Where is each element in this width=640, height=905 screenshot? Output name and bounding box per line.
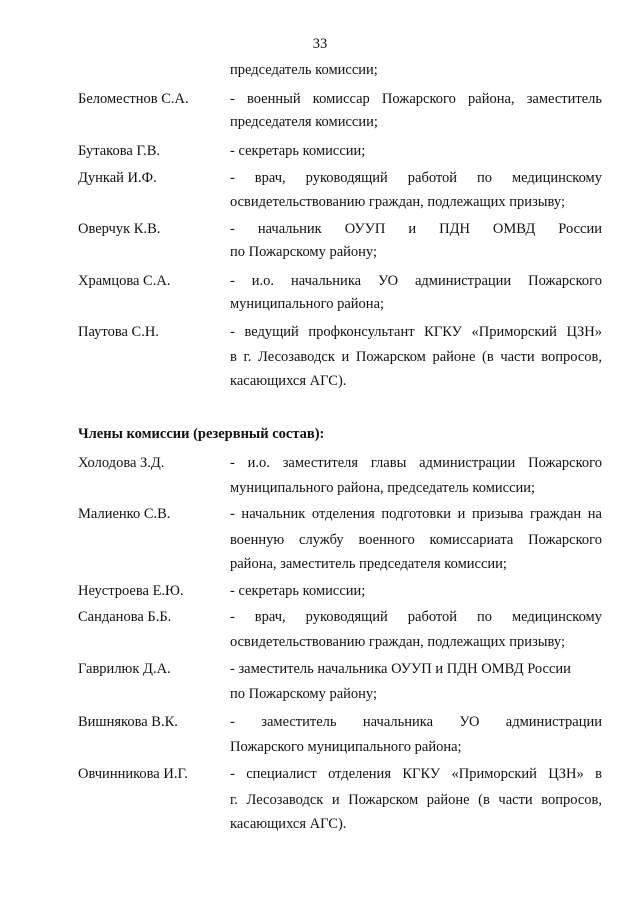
member-role-line: - военный комиссар Пожарского района, заместитель (230, 91, 602, 107)
page-number: 33 (312, 36, 328, 52)
member-role-line: - специалист отделения КГКУ «Приморский ЦЗН» в (230, 766, 602, 782)
member-name: Храмцова С.А. (78, 273, 171, 289)
entry-continuation-line: председатель комиссии; (230, 62, 378, 78)
member-name: Холодова З.Д. (78, 455, 165, 471)
member-name: Малиенко С.В. (78, 506, 171, 522)
member-role-line: в г. Лесозаводск и Пожарском районе (в части вопросов, (230, 349, 602, 365)
member-role-line: г. Лесозаводск и Пожарском районе (в части вопросов, (230, 792, 602, 808)
member-role-line: по Пожарскому району; (230, 244, 378, 260)
member-role-line: - и.о. начальника УО администрации Пожарского (230, 273, 602, 289)
member-name: Овчинникова И.Г. (78, 766, 188, 782)
member-name: Бутакова Г.В. (78, 143, 161, 159)
member-role-line: касающихся АГС). (230, 373, 347, 389)
member-name: Вишнякова В.К. (78, 714, 178, 730)
member-name: Неустроева Е.Ю. (78, 583, 184, 599)
member-role-line: председателя комиссии; (230, 114, 378, 130)
member-role-line: - заместитель начальника УО администрации (230, 714, 602, 730)
member-role-line: - начальник ОУУП и ПДН ОМВД России (230, 221, 602, 237)
member-role-line: Пожарского муниципального района; (230, 739, 462, 755)
member-role-line: касающихся АГС). (230, 816, 347, 832)
member-role-line: - ведущий профконсультант КГКУ «Приморский ЦЗН» (230, 324, 602, 340)
member-role-line: - врач, руководящий работой по медицинскому (230, 170, 602, 186)
section-heading: Члены комиссии (резервный состав): (78, 426, 325, 442)
member-role-line: - секретарь комиссии; (230, 583, 366, 599)
member-role-line: освидетельствованию граждан, подлежащих призыву; (230, 634, 565, 650)
member-name: Гаврилюк Д.А. (78, 661, 171, 677)
member-role-line: - и.о. заместителя главы администрации Пожарского (230, 455, 602, 471)
member-role-line: по Пожарскому району; (230, 686, 378, 702)
member-name: Беломестнов С.А. (78, 91, 189, 107)
member-role-line: - начальник отделения подготовки и призыва граждан на (230, 506, 602, 522)
member-role-line: - врач, руководящий работой по медицинскому (230, 609, 602, 625)
member-role-line: муниципального района, председатель комиссии; (230, 480, 536, 496)
member-role-line: муниципального района; (230, 296, 385, 312)
member-role-line: - заместитель начальника ОУУП и ПДН ОМВД России (230, 661, 571, 677)
member-name: Оверчук К.В. (78, 221, 161, 237)
member-role-line: освидетельствованию граждан, подлежащих призыву; (230, 194, 565, 210)
member-name: Дункай И.Ф. (78, 170, 157, 186)
member-name: Санданова Б.Б. (78, 609, 172, 625)
member-name: Паутова С.Н. (78, 324, 159, 340)
member-role-line: района, заместитель председателя комиссии; (230, 556, 507, 572)
member-role-line: - секретарь комиссии; (230, 143, 366, 159)
member-role-line: военную службу военного комиссариата Пожарского (230, 532, 602, 548)
